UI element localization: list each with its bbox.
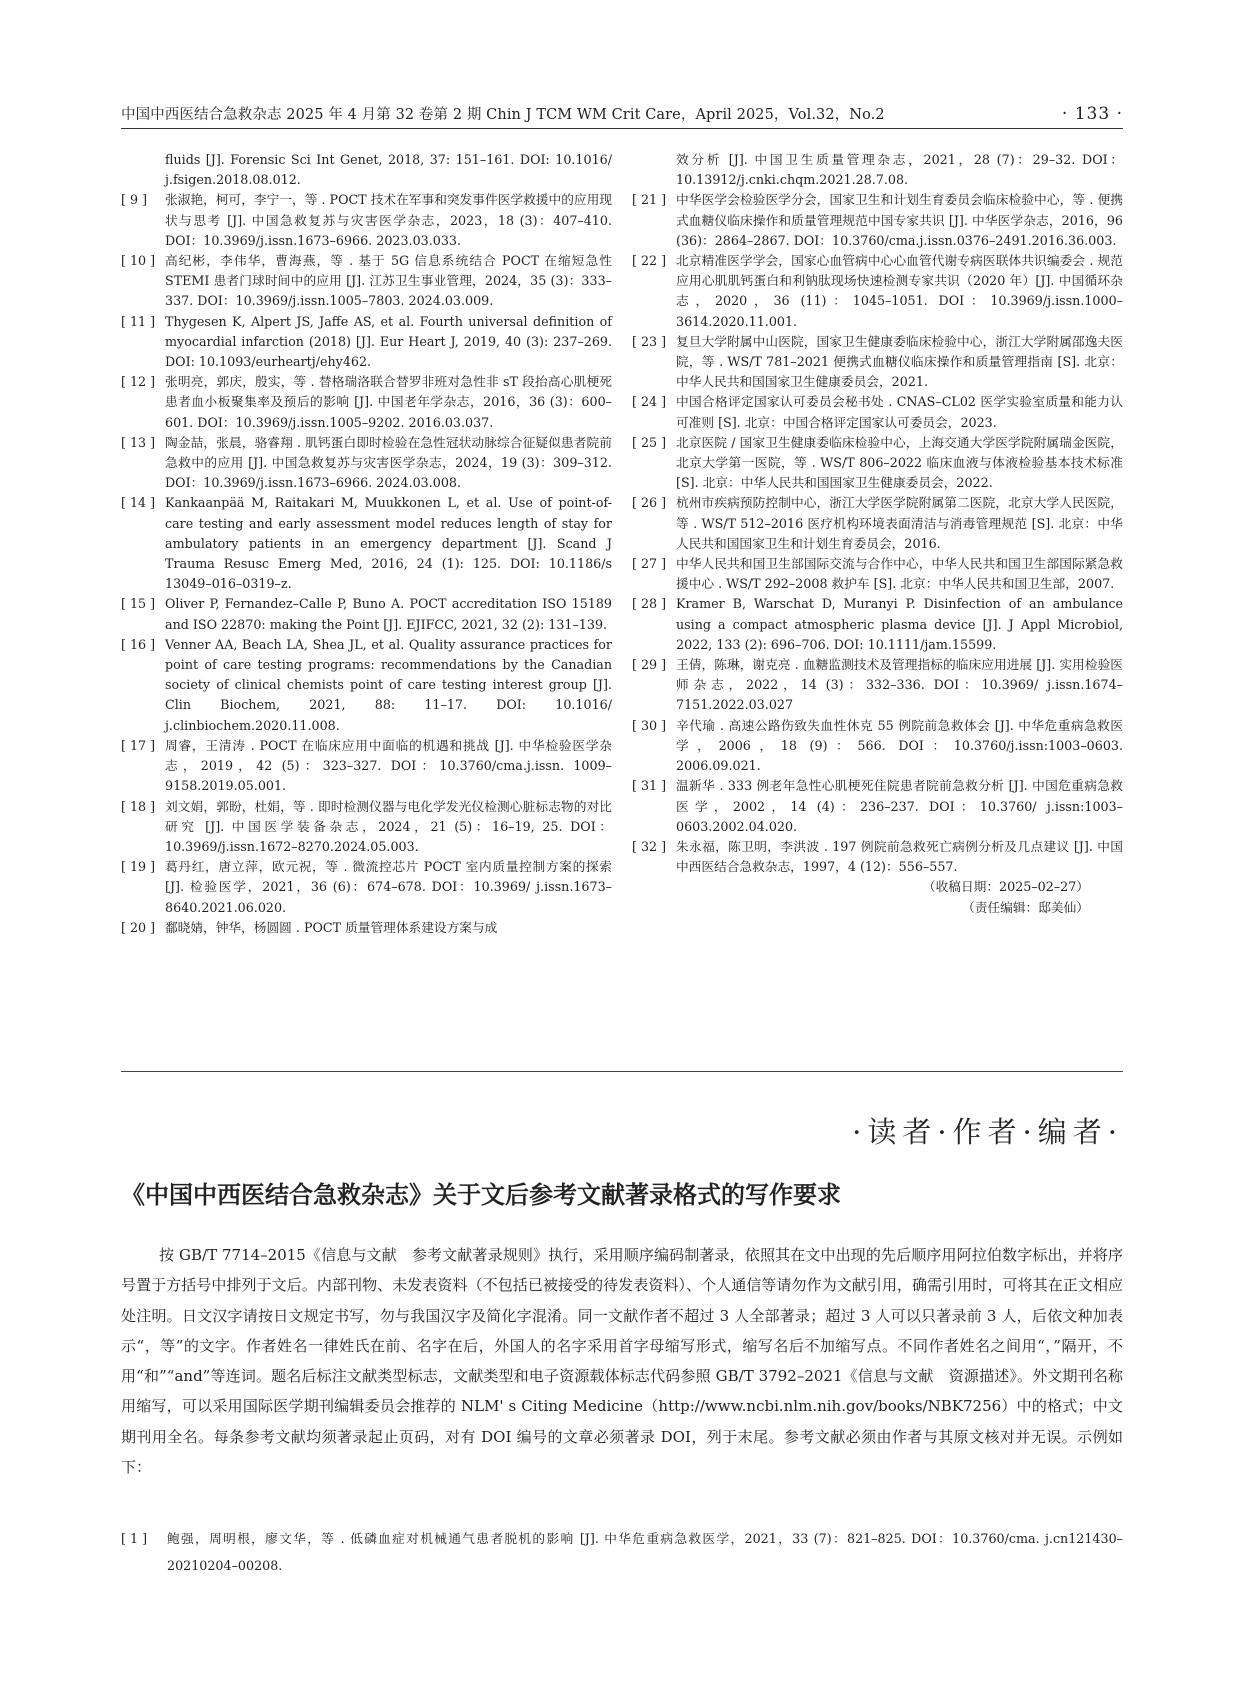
reference-text: Kankaanpää M, Raitakari M, Muukkonen L, et al. Use of point-of-care testing and early assessment model reduces length of stay for ambulatory patients in an emergency department [J]. Scand J Trauma Resusc Emerg Med, 2016, 24 (1): 125. DOI: 10.1186/s 13049–016–0319–z. (165, 495, 612, 592)
reference-list-right (632, 190, 1123, 877)
reference-text: 辛代瑜 . 高速公路伤致失血性休克 55 例院前急救体会 [J]. 中华危重病急救医学，2006，18 (9)：566. DOI：10.3760/j.issn:1003–0603. 2006.09.021. (676, 717, 1123, 774)
reference-text: 温新华 . 333 例老年急性心肌梗死住院患者院前急救分析 [J]. 中国危重病急救医学，2002，14 (4)：236–237. DOI：10.3760/ j.issn:1003–0603.2002.04.020. (676, 778, 1123, 834)
reference-list-left (121, 190, 612, 938)
reference-continuation: fluids [J]. Forensic Sci Int Genet, 2018, 37: 151–161. DOI: 10.1016/ j.fsigen.2018.08.012. (165, 152, 612, 188)
header-rule (121, 128, 1123, 129)
reference-item (632, 493, 1123, 554)
reference-number: [ 28 ] (632, 596, 667, 612)
reference-number: [ 14 ] (121, 495, 156, 511)
reference-number: [ 29 ] (632, 657, 667, 673)
reference-text: 张淑艳，柯可，李宁一，等 . POCT 技术在军事和突发事件医学救援中的应用现状与思考 [J]. 中国急救复苏与灾害医学杂志，2023，18 (3)：407–410. DOI：10.3969/j.issn.1673–6966. 2023.03.033. (165, 192, 612, 248)
reference-number: [ 26 ] (632, 495, 667, 511)
reference-item (632, 594, 1123, 655)
reference-number: [ 20 ] (121, 919, 156, 935)
reference-item (121, 493, 612, 594)
reference-item (121, 251, 612, 312)
reference-number: [ 9 ] (121, 192, 148, 208)
notice-body: 按 GB/T 7714–2015《信息与文献 参考文献著录规则》执行，采用顺序编码制著录，依照其在文中出现的先后顺序用阿拉伯数字标出，并将序号置于方括号中排列于文后。内部刊物、未发表资料（不包括已被接受的待发表资料）、个人通信等请勿作为文献引用，确需引用时，可将其在正文相应处注明。日文汉字请按日文规定书写，勿与我国汉字及简化字混淆。同一文献作者不超过 3 人全部著录；超过 3 人可以只著录前 3 人，后依文种加表示“，等”的文字。作者姓名一律姓氏在前、名字在后，外国人的名字采用首字母缩写形式，缩写名后不加缩写点。不同作者姓名之间用“，”隔开，不用“和”“and”等连词。题名后标注文献类型标志，文献类型和电子资源载体标志代码参照 GB/T 3792–2021《信息与文献 资源描述》。外文期刊名称用缩写，可以采用国际医学期刊编辑委员会推荐的 NLM' s Citing Medicine（http://www.ncbi.nlm.nih.gov/books/NBK7256）中的格式；中文期刊用全名。每条参考文献均须著录起止页码，对有 DOI 编号的文章必须著录 DOI，列于末尾。参考文献必须由作者与其原文核对并无误。示例如下： (121, 1246, 1123, 1477)
reference-number: [ 13 ] (121, 434, 156, 450)
reference-number: [ 25 ] (632, 434, 667, 450)
reference-number: [ 1 ] (121, 1531, 148, 1546)
reference-number: [ 18 ] (121, 798, 156, 814)
reference-number: [ 16 ] (121, 636, 156, 652)
reference-number: [ 22 ] (632, 253, 667, 269)
reference-item (121, 433, 612, 494)
reference-number: [ 31 ] (632, 778, 667, 794)
reference-number: [ 10 ] (121, 253, 156, 269)
section-divider (121, 1071, 1123, 1072)
reference-item (121, 736, 612, 797)
reference-item (121, 372, 612, 433)
page-number: · 133 · (1061, 104, 1123, 124)
journal-running-title: 中国中西医结合急救杂志 2025 年 4 月第 32 卷第 2 期 Chin J TCM WM Crit Care，April 2025，Vol.32，No.2 (121, 107, 885, 123)
received-date: （收稿日期：2025–02–27） (922, 879, 1089, 895)
reference-text: 高纪彬，李伟华，曹海燕，等 . 基于 5G 信息系统结合 POCT 在缩短急性 STEMI 患者门球时间中的应用 [J]. 江苏卫生事业管理，2024，35 (3)：333–337. DOI：10.3969/j.issn.1005–7803. 2024.03.009. (165, 253, 612, 309)
reference-number: [ 17 ] (121, 737, 156, 753)
reference-text: 中国合格评定国家认可委员会秘书处 . CNAS–CL02 医学实验室质量和能力认可准则 [S]. 北京：中国合格评定国家认可委员会，2023. (676, 394, 1123, 430)
reference-text: 葛丹红，唐立萍，欧元祝，等 . 微流控芯片 POCT 室内质量控制方案的探索 [J]. 检验医学，2021，36 (6)：674–678. DOI：10.3969/ j.issn.1673–8640.2021.06.020. (165, 859, 612, 915)
responsible-editor: （责任编辑：邸美仙） (962, 899, 1089, 915)
reference-item (632, 392, 1123, 432)
reference-number: [ 21 ] (632, 192, 667, 208)
reference-item (121, 312, 612, 373)
reference-item (121, 594, 612, 634)
reference-item (632, 776, 1123, 837)
reference-number: [ 23 ] (632, 333, 667, 349)
reference-item (121, 918, 612, 938)
reference-text: Kramer B, Warschat D, Muranyi P. Disinfection of an ambulance using a compact atmospheric plasma device [J]. J Appl Microbiol, 2022, 133 (2): 696–706. DOI: 10.1111/jam.15599. (676, 596, 1123, 652)
reference-number: [ 15 ] (121, 596, 156, 612)
reference-text: Thygesen K, Alpert JS, Jaffe AS, et al. Fourth universal definition of myocardial infarction (2018) [J]. Eur Heart J, 2019, 40 (3): 237–269. DOI: 10.1093/eurheartj/ehy462. (165, 313, 612, 370)
example-reference (121, 1525, 1123, 1579)
reference-number: [ 24 ] (632, 394, 667, 410)
reference-number: [ 12 ] (121, 374, 156, 390)
reference-item (121, 190, 612, 251)
references-left-column (121, 150, 612, 938)
reference-text: 北京医院 / 国家卫生健康委临床检验中心，上海交通大学医学院附属瑞金医院，北京大学第一医院，等 . WS/T 806–2022 临床血液与体液检验基本技术标准 [S]. 北京：中华人民共和国国家卫生健康委员会，2022. (676, 434, 1123, 491)
reference-continuation: 效分析 [J]. 中国卫生质量管理杂志，2021，28 (7)：29–32. DOI：10.13912/j.cnki.chqm.2021.28.7.08. (676, 152, 1123, 188)
reference-item (632, 554, 1123, 594)
reference-number: [ 27 ] (632, 556, 667, 572)
reference-text: Venner AA, Beach LA, Shea JL, et al. Quality assurance practices for point of care testing programs: recommendations by the Canadian society of clinical chemists point of care testing interest group [J]. Clin Biochem, 2021, 88: 11–17. DOI: 10.1016/ j.clinbiochem.2020.11.008. (165, 636, 612, 733)
reference-text: 朱永福，陈卫明，李洪波 . 197 例院前急救死亡病例分析及几点建议 [J]. 中国中西医结合急救杂志，1997，4 (12)：556–557. (676, 838, 1123, 875)
reference-item (632, 655, 1123, 716)
reference-item (632, 433, 1123, 494)
running-header (121, 98, 1123, 124)
reference-item (632, 332, 1123, 393)
column-title: ·读者·作者·编者· (852, 1115, 1123, 1149)
reference-item (121, 797, 612, 858)
reference-item (121, 635, 612, 736)
reference-text: 王倩，陈琳，谢克亮 . 血糖监测技术及管理指标的临床应用进展 [J]. 实用检验医师杂志，2022，14 (3)：332–336. DOI：10.3969/ j.issn.1674–7151.2022.03.027 (676, 657, 1123, 713)
reference-number: [ 30 ] (632, 717, 667, 733)
reference-text: 复旦大学附属中山医院，国家卫生健康委临床检验中心，浙江大学附属邵逸夫医院，等 . WS/T 781–2021 便携式血糖仪临床操作和质量管理指南 [S]. 北京：中华人民共和国国家卫生健康委员会，2021. (676, 333, 1123, 390)
reference-text: 杭州市疾病预防控制中心，浙江大学医学院附属第二医院，北京大学人民医院，等 . WS/T 512–2016 医疗机构环境表面清洁与消毒管理规范 [S]. 北京：中华人民共和国国家卫生和计划生育委员会，2016. (676, 495, 1123, 551)
reference-text: 北京精准医学学会，国家心血管病中心心血管代谢专病医联体共识编委会 . 规范应用心肌肌钙蛋白和利钠肽现场快速检测专家共识（2020 年）[J]. 中国循环杂志，2020，36 (11)：1045–1051. DOI：10.3969/j.issn.1000–3614.2020.11.001. (676, 253, 1123, 329)
reference-text: 鲍强，周明根，廖文华，等 . 低磷血症对机械通气患者脱机的影响 [J]. 中华危重病急救医学，2021，33 (7)：821–825. DOI：10.3760/cma. j.cn121430–20210204–00208. (167, 1531, 1123, 1573)
reference-text: Oliver P, Fernandez–Calle P, Buno A. POCT accreditation ISO 15189 and ISO 22870: making the Point [J]. EJIFCC, 2021, 32 (2): 131–139. (165, 596, 612, 632)
reference-text: 鄱晓婧，钟华，杨圆圆 . POCT 质量管理体系建设方案与成 (165, 919, 498, 935)
reference-number: [ 19 ] (121, 859, 156, 875)
references-right-column (632, 150, 1123, 918)
notice-title: 《中国中西医结合急救杂志》关于文后参考文献著录格式的写作要求 (121, 1181, 841, 1209)
reference-item (632, 716, 1123, 777)
reference-text: 周睿，王清涛 . POCT 在临床应用中面临的机遇和挑战 [J]. 中华检验医学杂志，2019，42 (5)：323–327. DOI：10.3760/cma.j.issn. 1009–9158.2019.05.001. (165, 737, 612, 794)
reference-item (121, 857, 612, 918)
reference-text: 刘文娟，郭盼，杜娟，等 . 即时检测仪器与电化学发光仪检测心脏标志物的对比研究 [J]. 中国医学装备杂志，2024，21 (5)：16–19, 25. DOI：10.3969/j.issn.1672–8270.2024.05.003. (165, 798, 612, 854)
reference-text: 张明亮，郭庆，殷实，等 . 替格瑞洛联合替罗非班对急性非 sT 段抬高心肌梗死患者血小板聚集率及预后的影响 [J]. 中国老年学杂志，2016，36 (3)：600–601. DOI：10.3969/j.issn.1005–9202. 2016.03.037. (165, 374, 612, 430)
reference-text: 陶金喆，张晨，骆睿翔 . 肌钙蛋白即时检验在急性冠状动脉综合征疑似患者院前急救中的应用 [J]. 中国急救复苏与灾害医学杂志，2024，19 (3)：309–312. DOI：10.3969/j.issn.1673–6966. 2024.03.008. (165, 434, 612, 491)
reference-text: 中华人民共和国卫生部国际交流与合作中心，中华人民共和国卫生部国际紧急救援中心 . WS/T 292–2008 救护车 [S]. 北京：中华人民共和国卫生部，2007. (676, 556, 1123, 592)
reference-item (632, 190, 1123, 251)
reference-item (632, 837, 1123, 877)
reference-item (632, 251, 1123, 332)
reference-text: 中华医学会检验医学分会，国家卫生和计划生育委员会临床检验中心，等 . 便携式血糖仪临床操作和质量管理规范中国专家共识 [J]. 中华医学杂志，2016，96 (36)：2864–2867. DOI：10.3760/cma.j.issn.0376–2491.2016.36.003. (676, 192, 1123, 248)
reference-number: [ 11 ] (121, 313, 156, 329)
reference-number: [ 32 ] (632, 838, 667, 854)
